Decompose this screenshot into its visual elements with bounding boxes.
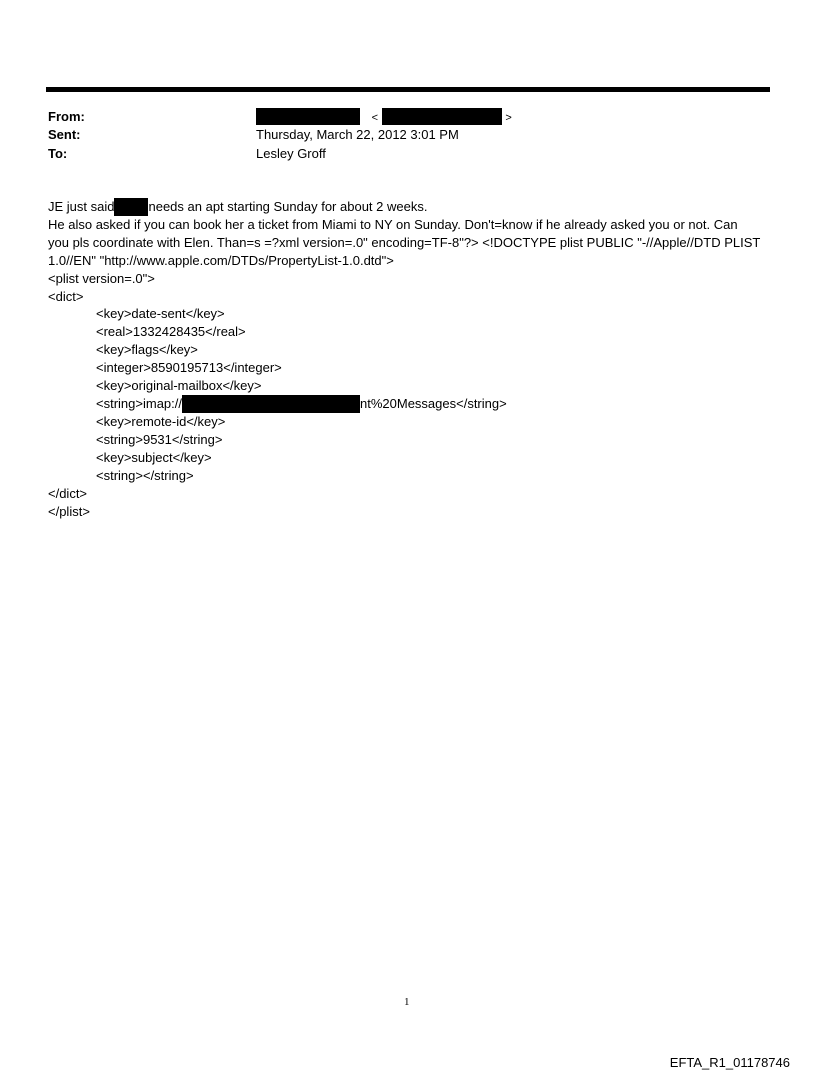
from-label: From: [48, 109, 85, 124]
redaction-box [182, 395, 360, 413]
body-line: you pls coordinate with Elen. Than=s =?xml version=.0" encoding=TF-8"?> <!DOCTYPE plist PUBLIC "-//Apple//DTD PLIST [48, 235, 761, 250]
body-line: <key>date-sent</key> [96, 306, 225, 321]
from-lt: < [371, 112, 379, 124]
page-number: 1 [404, 996, 410, 1008]
sent-value: Thursday, March 22, 2012 3:01 PM [256, 127, 459, 142]
body-line: <string></string> [96, 468, 194, 483]
body-line: 1.0//EN" "http://www.apple.com/DTDs/PropertyList-1.0.dtd"> [48, 253, 394, 268]
body-line: <key>subject</key> [96, 450, 212, 465]
redaction-box [114, 198, 148, 216]
body-line [96, 395, 507, 413]
body-text: needs an apt starting Sunday for about 2 weeks. [148, 199, 428, 214]
document-id: EFTA_R1_01178746 [669, 1055, 790, 1070]
body-text: JE just said [48, 199, 115, 214]
body-line: He also asked if you can book her a ticket from Miami to NY on Sunday. Don't=know if he already asked you or not. Can [48, 217, 738, 232]
redaction-box [382, 108, 502, 125]
body-line: <key>flags</key> [96, 342, 198, 357]
sent-label: Sent: [48, 127, 81, 142]
to-label: To: [48, 146, 68, 161]
body-line: <string>9531</string> [96, 432, 223, 447]
body-line [48, 198, 768, 216]
body-text: <string>imap:// [96, 396, 182, 411]
body-line: </plist> [48, 504, 90, 519]
to-value: Lesley Groff [256, 146, 326, 161]
from-value [256, 108, 512, 127]
body-line: </dict> [48, 486, 88, 501]
redaction-box [256, 108, 360, 125]
body-line: <dict> [48, 289, 84, 304]
from-gt: > [505, 112, 512, 124]
body-line: <key>original-mailbox</key> [96, 378, 262, 393]
body-line: <plist version=.0"> [48, 271, 155, 286]
header-rule [46, 87, 770, 92]
body-line: <key>remote-id</key> [96, 414, 226, 429]
body-line: <integer>8590195713</integer> [96, 360, 282, 375]
body-text: nt%20Messages</string> [360, 396, 507, 411]
body-line: <real>1332428435</real> [96, 324, 246, 339]
